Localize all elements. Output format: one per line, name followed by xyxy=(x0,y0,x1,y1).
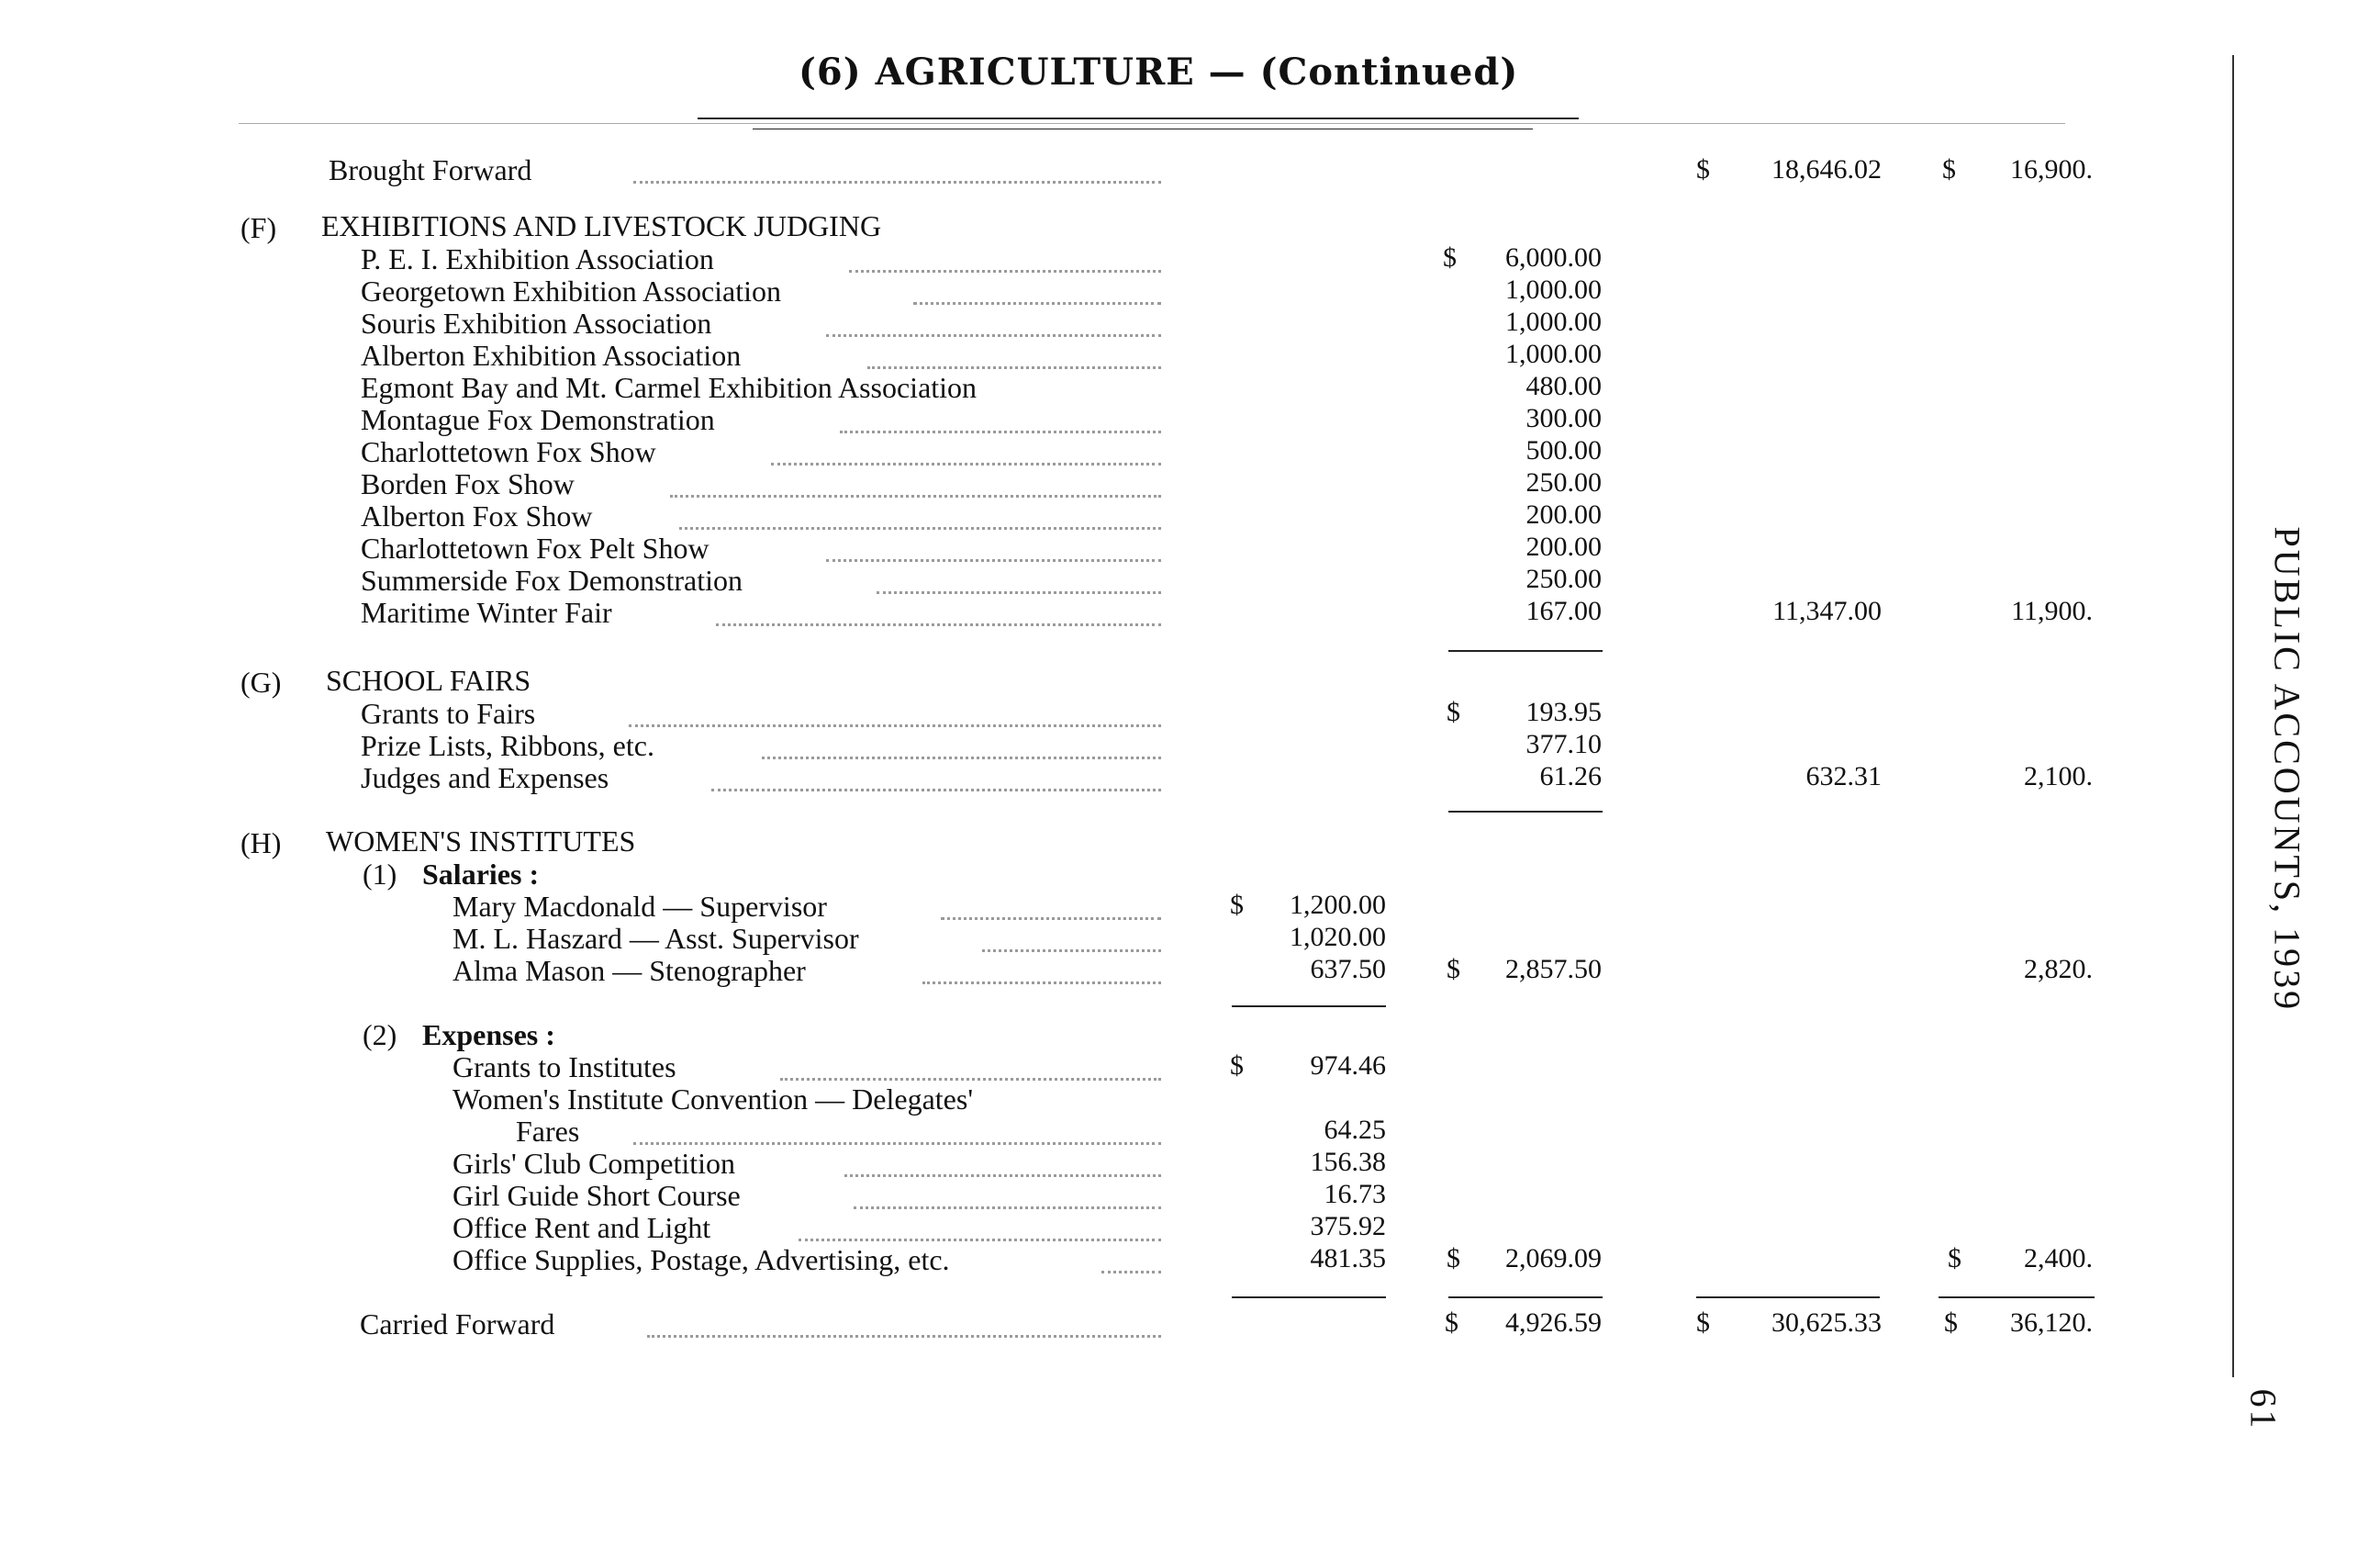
line-item-label: Borden Fox Show xyxy=(361,467,575,500)
subsection-number: (2) xyxy=(363,1018,397,1051)
line-item-amount: 156.38 xyxy=(1310,1147,1386,1177)
line-item-label: Mary Macdonald — Supervisor xyxy=(453,890,827,923)
page-number: 61 xyxy=(2242,1388,2285,1431)
section-total: 11,347.00 xyxy=(1772,596,1882,626)
dot-leader xyxy=(679,527,1161,530)
line-item-label: Grants to Institutes xyxy=(453,1050,676,1083)
line-item-label: Office Rent and Light xyxy=(453,1211,711,1244)
carried-forward-label: Carried Forward xyxy=(360,1307,555,1340)
currency-sign: $ xyxy=(1944,1307,1958,1338)
line-item-amount: 200.00 xyxy=(1525,499,1602,530)
currency-sign: $ xyxy=(1230,890,1244,920)
expenses-subtotal: 2,069.09 xyxy=(1505,1243,1602,1273)
currency-sign: $ xyxy=(1447,1243,1460,1273)
line-item-label: Charlottetown Fox Show xyxy=(361,435,656,468)
carried-forward-subtotal: 4,926.59 xyxy=(1505,1307,1602,1338)
page-title: (6) AGRICULTURE — (Continued) xyxy=(799,50,1519,94)
dot-leader xyxy=(762,757,1161,759)
currency-sign: $ xyxy=(1942,154,1956,185)
dot-leader xyxy=(629,724,1161,727)
line-item-label: Alma Mason — Stenographer xyxy=(453,954,806,987)
brought-forward-label: Brought Forward xyxy=(329,153,532,186)
currency-sign: $ xyxy=(1948,1243,1961,1273)
dot-leader xyxy=(854,1206,1161,1209)
carried-forward-estimate: 36,120. xyxy=(2010,1307,2093,1338)
line-item-amount: 167.00 xyxy=(1525,596,1602,626)
dot-leader xyxy=(826,334,1161,337)
line-item-label: Maritime Winter Fair xyxy=(361,596,612,629)
currency-sign: $ xyxy=(1696,1307,1710,1338)
subtotal-rule xyxy=(1232,1005,1386,1007)
expenses-estimate: 2,400. xyxy=(2024,1243,2093,1273)
line-item-amount: 61.26 xyxy=(1539,761,1602,791)
section-estimate: 2,100. xyxy=(2024,761,2093,791)
dot-leader xyxy=(633,181,1161,184)
currency-sign: $ xyxy=(1443,242,1457,273)
line-item-label: Egmont Bay and Mt. Carmel Exhibition Association xyxy=(361,371,978,404)
dot-leader xyxy=(716,623,1161,626)
line-item-amount: 500.00 xyxy=(1525,435,1602,465)
header-rule-1 xyxy=(239,123,2065,124)
line-item-amount: 16.73 xyxy=(1324,1179,1386,1209)
line-item-amount: 1,000.00 xyxy=(1505,339,1602,369)
line-item-amount: 1,200.00 xyxy=(1290,890,1386,920)
subsection-number: (1) xyxy=(363,858,397,891)
dot-leader xyxy=(867,366,1161,369)
dot-leader xyxy=(982,949,1161,952)
dot-leader xyxy=(647,1335,1161,1338)
line-item-amount: 377.10 xyxy=(1525,729,1602,759)
currency-sign: $ xyxy=(1447,697,1460,727)
line-item-label: Summerside Fox Demonstration xyxy=(361,564,743,597)
subtotal-rule xyxy=(1232,1296,1386,1298)
line-item-amount: 1,000.00 xyxy=(1505,307,1602,337)
dot-leader xyxy=(826,559,1161,562)
dot-leader xyxy=(922,981,1161,984)
subsection-title: Expenses : xyxy=(422,1018,555,1051)
dot-leader xyxy=(771,463,1161,465)
line-item-amount: 974.46 xyxy=(1310,1050,1386,1081)
dot-leader xyxy=(711,789,1161,791)
line-item-label: Girls' Club Competition xyxy=(453,1147,735,1180)
currency-sign: $ xyxy=(1447,954,1460,984)
subtotal-rule xyxy=(1448,650,1603,652)
header-rule-2 xyxy=(698,118,1579,119)
line-item-label: Women's Institute Convention — Delegates' xyxy=(453,1082,974,1116)
section-total: 632.31 xyxy=(1805,761,1882,791)
line-item-amount: 200.00 xyxy=(1525,532,1602,562)
section-code: (H) xyxy=(240,826,282,859)
line-item-label: Georgetown Exhibition Association xyxy=(361,275,782,308)
line-item-amount: 481.35 xyxy=(1310,1243,1386,1273)
salaries-estimate: 2,820. xyxy=(2024,954,2093,984)
line-item-amount: 637.50 xyxy=(1310,954,1386,984)
line-item-label: Souris Exhibition Association xyxy=(361,307,712,340)
subtotal-rule xyxy=(1939,1296,2095,1298)
line-item-label: Office Supplies, Postage, Advertising, etc. xyxy=(453,1243,950,1276)
line-item-amount: 375.92 xyxy=(1310,1211,1386,1241)
line-item-label: Alberton Fox Show xyxy=(361,499,593,533)
dot-leader xyxy=(1101,1271,1161,1273)
subtotal-rule xyxy=(1696,1296,1880,1298)
running-title: PUBLIC ACCOUNTS, 1939 xyxy=(2266,526,2308,1013)
dot-leader xyxy=(799,1239,1161,1241)
dot-leader xyxy=(877,591,1161,594)
line-item-amount: 480.00 xyxy=(1525,371,1602,401)
line-item-label: Fares xyxy=(516,1115,580,1148)
section-code: (F) xyxy=(240,211,277,244)
dot-leader xyxy=(844,1174,1161,1177)
section-title: SCHOOL FAIRS xyxy=(326,664,531,697)
section-title: WOMEN'S INSTITUTES xyxy=(326,824,636,858)
line-item-label: P. E. I. Exhibition Association xyxy=(361,242,714,275)
dot-leader xyxy=(849,270,1161,273)
brought-forward-total: 18,646.02 xyxy=(1771,154,1882,185)
dot-leader xyxy=(840,431,1161,433)
salaries-subtotal: 2,857.50 xyxy=(1505,954,1602,984)
section-title: EXHIBITIONS AND LIVESTOCK JUDGING xyxy=(321,209,882,242)
section-estimate: 11,900. xyxy=(2011,596,2093,626)
dot-leader xyxy=(670,495,1161,498)
brought-forward-estimate: 16,900. xyxy=(2010,154,2093,185)
subtotal-rule xyxy=(1448,1296,1603,1298)
line-item-label: Charlottetown Fox Pelt Show xyxy=(361,532,710,565)
dot-leader xyxy=(913,302,1161,305)
dot-leader xyxy=(780,1078,1161,1081)
margin-rule xyxy=(2232,55,2234,1377)
currency-sign: $ xyxy=(1445,1307,1458,1338)
line-item-amount: 300.00 xyxy=(1525,403,1602,433)
line-item-amount: 250.00 xyxy=(1525,467,1602,498)
line-item-label: Prize Lists, Ribbons, etc. xyxy=(361,729,654,762)
line-item-amount: 1,000.00 xyxy=(1505,275,1602,305)
line-item-label: Judges and Expenses xyxy=(361,761,609,794)
line-item-label: Montague Fox Demonstration xyxy=(361,403,715,436)
line-item-amount: 250.00 xyxy=(1525,564,1602,594)
carried-forward-total: 30,625.33 xyxy=(1771,1307,1882,1338)
currency-sign: $ xyxy=(1696,154,1710,185)
line-item-label: Grants to Fairs xyxy=(361,697,536,730)
line-item-amount: 6,000.00 xyxy=(1505,242,1602,273)
line-item-label: M. L. Haszard — Asst. Supervisor xyxy=(453,922,859,955)
section-code: (G) xyxy=(240,666,282,699)
dot-leader xyxy=(633,1142,1161,1145)
subsection-title: Salaries : xyxy=(422,858,540,891)
line-item-label: Alberton Exhibition Association xyxy=(361,339,742,372)
line-item-amount: 1,020.00 xyxy=(1290,922,1386,952)
line-item-amount: 64.25 xyxy=(1324,1115,1386,1145)
subtotal-rule xyxy=(1448,811,1603,813)
dot-leader xyxy=(941,917,1161,920)
line-item-label: Girl Guide Short Course xyxy=(453,1179,741,1212)
line-item-amount: 193.95 xyxy=(1525,697,1602,727)
currency-sign: $ xyxy=(1230,1050,1244,1081)
